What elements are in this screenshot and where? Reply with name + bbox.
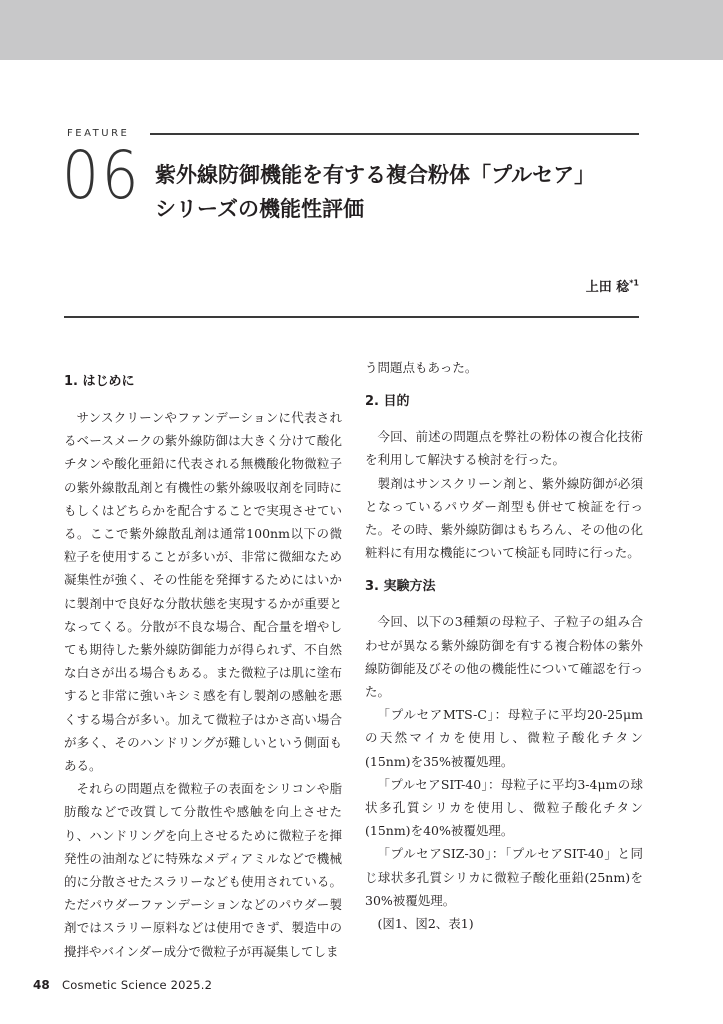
list-item: 「プルセアMTS-C」：母粒子に平均20-25μmの天然マイカを使用し、微粒子酸化チタン(15nm)を35%被覆処理。: [365, 707, 643, 769]
list-item: 「プルセアSIT-40」：母粒子に平均3-4μmの球状多孔質シリカを使用し、微粒子酸化チタン(15nm)を40%被覆処理。: [365, 776, 643, 839]
right-column: [365, 356, 643, 935]
author-name: 上田 稔: [585, 280, 630, 295]
paragraph: それらの問題点を微粒子の表面をシリコンや脂肪酸などで改質して分散性や感触を向上させたり、ハンドリングを向上させるために微粒子を揮発性の油剤などに特殊なメディアミルなどで機械的に分散させたスラリーなども使用されている。ただパウダーファンデーションなどのパウダー製剤ではスラリー原料などは使用できず、製造中の攪拌やバインダー成分で微粒子が再凝集してしま: [64, 781, 342, 959]
journal-name: Cosmetic Science 2025.2: [62, 978, 213, 992]
list-item: 「プルセアSIZ-30」：「プルセアSIT-40」と同じ球状多孔質シリカに微粒子酸化亜鉛(25nm)を30%被覆処理。: [365, 846, 643, 908]
top-band: [0, 0, 723, 60]
author-affiliation-mark: *1: [629, 278, 639, 288]
paragraph: 今回、以下の3種類の母粒子、子粒子の組み合わせが異なる紫外線防御を有する複合粉体の紫外線防御能及びその他の機能性について確認を行った。: [365, 614, 643, 700]
feature-number: 06: [62, 137, 142, 214]
section-heading-methods: 3. 実験方法: [365, 579, 436, 595]
header-rule: [64, 316, 639, 318]
feature-rule: [150, 133, 639, 135]
feature-label: FEATURE: [67, 128, 130, 139]
left-column: [64, 356, 342, 963]
paragraph: サンスクリーンやファンデーションに代表されるベースメークの紫外線防御は大きく分けて酸化チタンや酸化亜鉛に代表される無機酸化物微粒子の紫外線散乱剤と有機性の紫外線吸収剤を同時にもしくはどちらかを配合することで実現させている。ここで紫外線散乱剤は通常100nm以下の微粒子を使用することが多いが、非常に微細なため凝集性が強く、その性能を発揮するためにはいかに製剤中で良好な分散状態を実現するかが重要となってくる。分散が不良な場合、配合量を増やしても期待した紫外線防御能力が得られず、不自然な白さが出る場合もある。また微粒子は肌に塗布すると非常に強いキシミ感を有し製剤の感触を悪くする場合が多い。加えて微粒子はかさ高い場合が多く、そのハンドリングが難しいという側面もある。: [64, 410, 342, 774]
article-title: [155, 158, 635, 226]
title-line-1: 紫外線防御機能を有する複合粉体「プルセア」: [155, 163, 596, 187]
section-heading-purpose: 2. 目的: [365, 394, 410, 410]
author: [586, 276, 639, 295]
paragraph: 製剤はサンスクリーン剤と、紫外線防御が必須となっているパウダー剤型も併せて検証を行った。その時、紫外線防御はもちろん、その他の化粧料に有用な機能について検証も同時に行った。: [365, 475, 643, 561]
figure-reference: (図1、図2、表1): [377, 916, 474, 932]
title-line-2: シリーズの機能性評価: [155, 197, 364, 221]
page-number: 48: [33, 978, 50, 992]
paragraph: 今回、前述の問題点を弊社の粉体の複合化技術を利用して解決する検討を行った。: [365, 429, 643, 468]
paragraph-continuation: う問題点もあった。: [365, 360, 478, 375]
section-heading-introduction: 1. はじめに: [64, 374, 135, 389]
